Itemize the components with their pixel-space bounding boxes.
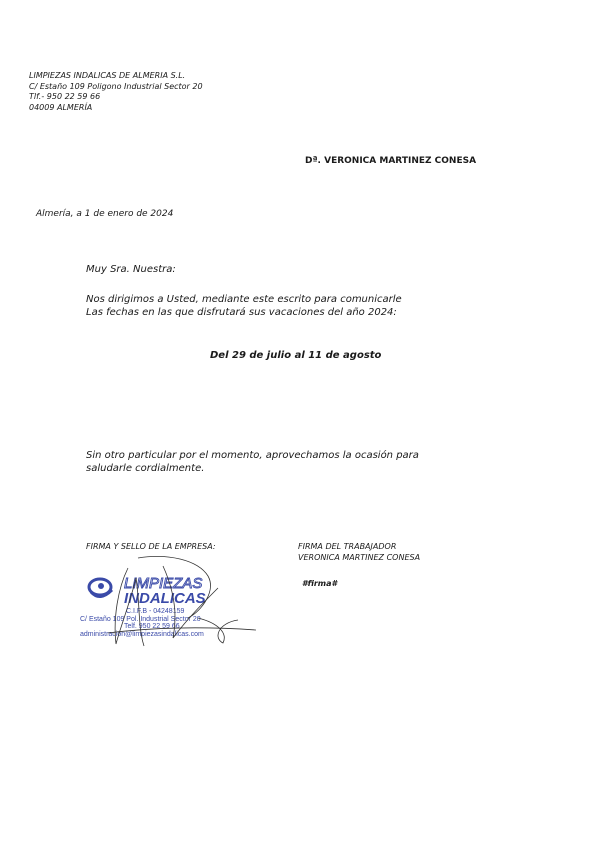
worker-signature-block — [298, 542, 420, 563]
worker-signature-placeholder: #firma# — [302, 579, 338, 588]
greeting: Muy Sra. Nuestra: — [86, 264, 176, 275]
stamp-email: administracion@limpiezasindalicas.com — [80, 631, 204, 638]
company-signature-label: FIRMA Y SELLO DE LA EMPRESA: — [86, 542, 216, 551]
stamp-brand-line-1: LIMPIEZAS — [124, 575, 203, 592]
letter-body — [86, 294, 402, 319]
stamp-brand-line-2: INDALICAS — [124, 590, 206, 607]
stamp-phone: Telf. 950 22 59 66 — [124, 623, 180, 630]
body-line-1: Nos dirigimos a Usted, mediante este escrito para comunicarle — [86, 294, 402, 305]
vacation-dates: Del 29 de julio al 11 de agosto — [210, 350, 382, 361]
logo-swirl-icon — [89, 579, 112, 597]
letter-date: Almería, a 1 de enero de 2024 — [36, 209, 174, 219]
sender-city: 04009 ALMERÍA — [29, 102, 93, 112]
body-line-2: Las fechas en las que disfrutará sus vacaciones del año 2024: — [86, 306, 397, 318]
sender-company-name: LIMPIEZAS INDALICAS DE ALMERIA S.L. — [29, 71, 186, 80]
company-stamp — [78, 548, 263, 648]
sender-phone: Tlf.- 950 22 59 66 — [29, 92, 101, 101]
closing-line-2: saludarle cordialmente. — [86, 462, 205, 474]
closing-line-1: Sin otro particular por el momento, aprovechamos la ocasión para — [86, 450, 419, 461]
stamp-cif: C.I.F.B - 04248159 — [126, 608, 185, 615]
worker-name: VERONICA MARTINEZ CONESA — [298, 552, 421, 562]
stamp-address: C/ Estaño 109 Pol. Industrial Sector 20 — [80, 616, 201, 623]
recipient-name: Dª. VERONICA MARTINEZ CONESA — [305, 156, 477, 166]
letter-closing — [86, 450, 419, 475]
sender-street: C/ Estaño 109 Poligono Industrial Sector 20 — [29, 81, 203, 91]
sender-address-block — [29, 71, 203, 113]
worker-signature-label: FIRMA DEL TRABAJADOR — [298, 542, 397, 551]
